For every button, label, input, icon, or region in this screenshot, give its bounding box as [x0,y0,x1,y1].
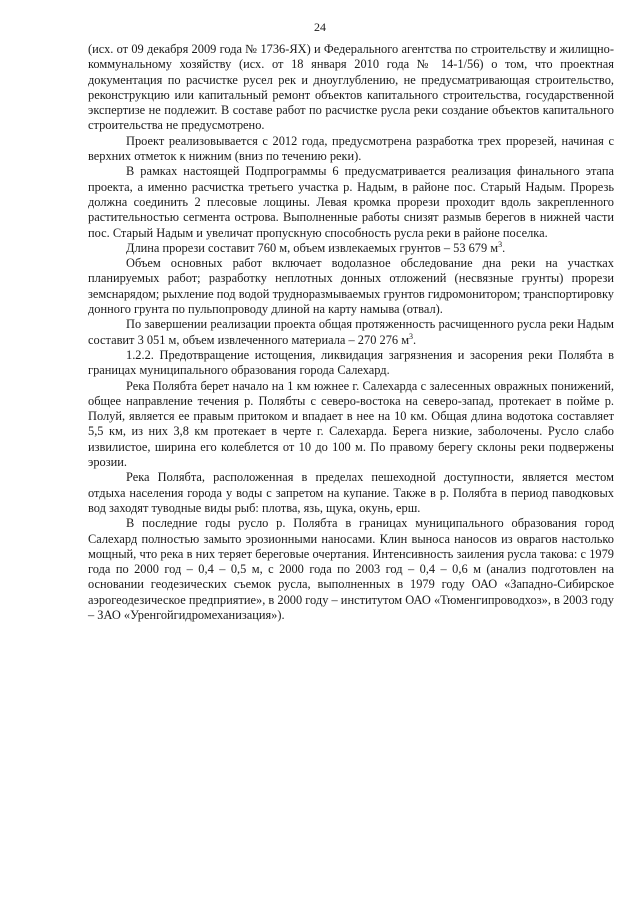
paragraph-siltation: В последние годы русло р. Полябта в границах муниципального образования город Салехард полностью замыто эрозионными наносами. Клин выноса наносов из оврагов настолько мощный, что река в них теряет береговые очертания. Интенсивность заиления русла такова: с 1979 года по 2000 год – 0,4 – 0,5 м, с 2000 года по 2003 год – 0,4 – 0,6 м (анализ подготовлен на основании геодезических съемок русла, выполненных в 1979 году ОАО «Западно-Сибирское аэрогеодезическое предприятие», в 2000 году – институтом ОАО «Тюменгипроводхоз», в 2003 году – ЗАО «Уренгойгидромеханизация»). [88,516,614,622]
paragraph-approval-continuation: (исх. от 09 декабря 2009 года № 1736-ЯХ) и Федерального агентства по строительству и жилищно-коммунальному хозяйству (исх. от 18 января 2010 года № 14-1/56) о том, что проектная документация по расчистке русел рек и дноуглублению, не предусматривающая строительство, реконструкцию или капитальный ремонт объектов капитального строительства, государственной экспертизе не подлежит. В составе работ по расчистке русла реки создание объектов капитального строительства не предусмотрено. [88,42,614,133]
cubic-superscript: 3 [498,239,503,249]
paragraph-work-scope: Объем основных работ включает водолазное обследование дна реки на участках планируемых работ; разработку неплотных донных отложений (несвязные грунты) прорези земснарядом; рыхление под водой труднoразмываемых грунтов гидромонитором; транспортировку донного грунта по пульпопроводу длиной на карту намыва (отвал). [88,256,614,317]
paragraph-cut-length: Длина прорези составит 760 м, объем извлекаемых грунтов – 53 679 $м^3$. [126,239,506,255]
page-number: 24 [314,20,326,34]
cubic-superscript: 3 [409,331,414,341]
paragraph-project-timeline: Проект реализовывается с 2012 года, предусмотрена разработка трех прорезей, начиная с верхних отметок к нижним (вниз по течению реки). [88,133,614,164]
paragraph-river-description: Река Полябта берет начало на 1 км южнее г. Салехарда с залесенных овражных понижений, общее направление течения р. Полябты с северо-востока на северо-запад, протекает в пойме р. Полуй, является ее правым притоком и впадает в нее на 10 км. Общая длина водотока составляет 5,5 км, из них 3,8 км протекает в черте г. Салехарда. Берега низкие, заболочены. Русло слабо извилистое, ширина его колеблется от 10 до 100 м. По правому берегу склоны реки подвержены эрозии. [88,378,614,470]
section-heading-1-2-2: 1.2.2. Предотвращение истощения, ликвидация загрязнения и засорения реки Полябта в границах муниципального образования города Салехард. [88,347,614,378]
page-content [88,42,614,623]
paragraph-final-stage: В рамках настоящей Подпрограммы 6 предусматривается реализация финального этапа проекта, а именно расчистка третьего участка р. Надым, в районе пос. Старый Надым. Прорезь должна соединить 2 плесовые лощины. Левая кромка прорези проходит вдоль закрепленного растительностью сегмента острова. Выполненные работы снизят размыв берегов в нижней части пос. Старый Надым и увеличат пропускную способность русла реки в районе поселка. [88,164,614,240]
paragraph-recreation: Река Полябта, расположенная в пределах пешеходной доступности, является местом отдыха населения города у воды с запретом на купание. Также в р. Полябта в период паводковых вод заходят туводные виды рыб: плотва, язь, щука, окунь, ерш. [88,470,614,515]
paragraph-total-length: По завершении реализации проекта общая протяженность расчищенного русла реки Надым составит 3 051 м, объем извлеченного материала – 270 276 $м^3$. [88,317,614,347]
